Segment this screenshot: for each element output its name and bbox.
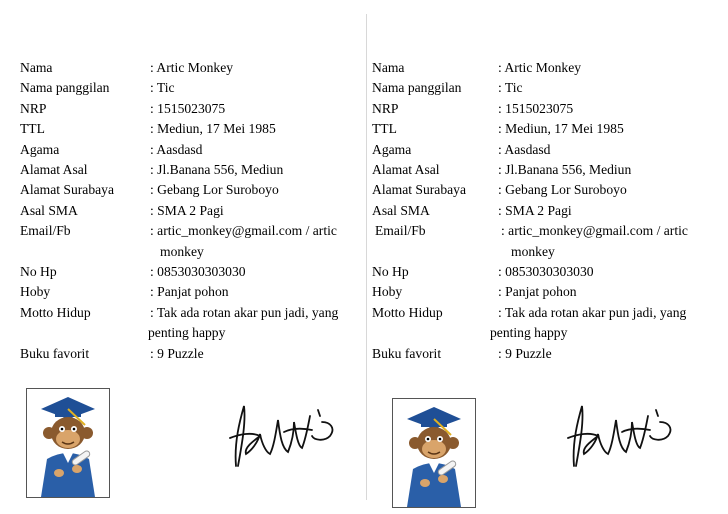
label-alamat-surabaya: Alamat Surabaya [372,182,466,198]
field-asal-sma [20,201,370,221]
field-agama [372,140,722,160]
field-nama [372,58,722,78]
field-hoby [20,282,370,302]
label-motto: Motto Hidup [372,304,443,320]
value-nrp: : 1515023075 [150,100,226,116]
value-nrp: : 1515023075 [498,100,574,116]
field-alamat-surabaya [372,180,722,200]
biodata-card-right [372,58,722,364]
field-email [20,221,370,262]
field-nrp [20,99,370,119]
field-nohp [20,262,370,282]
label-alamat-asal: Alamat Asal [20,162,88,178]
value-nama: : Artic Monkey [150,60,234,75]
value-hoby: : Panjat pohon [498,284,577,300]
field-nrp [372,99,722,119]
value-email-cont: monkey [511,243,555,259]
value-alamat-asal: : Jl.Banana 556, Mediun [498,162,632,178]
value-panggilan: : Tic [150,80,175,96]
label-buku: Buku favorit [372,345,442,361]
field-ttl [372,119,722,139]
label-agama: Agama [372,141,412,157]
label-buku: Buku favorit [20,345,90,361]
label-nohp: No Hp [372,264,409,280]
signature-left [222,392,350,476]
value-panggilan: : Tic [498,80,523,96]
label-motto: Motto Hidup [20,304,91,320]
value-motto: : Tak ada rotan akar pun jadi, yang [150,304,339,320]
field-alamat-asal [372,160,722,180]
field-hoby [372,282,722,302]
value-alamat-surabaya: : Gebang Lor Suroboyo [498,182,627,198]
value-nohp: : 0853030303030 [498,264,594,280]
value-buku: : 9 Puzzle [498,345,552,361]
value-ttl: : Mediun, 17 Mei 1985 [498,121,624,137]
value-email: : artic_monkey@gmail.com / artic [501,223,688,239]
value-nohp: : 0853030303030 [150,264,246,280]
label-nohp: No Hp [20,264,57,280]
field-motto [372,303,722,344]
label-alamat-asal: Alamat Asal [372,162,440,178]
label-panggilan: Nama panggilan [372,80,462,96]
label-nrp: NRP [372,100,399,116]
label-email: Email/Fb [375,223,426,239]
value-nama: : Artic Monkey [498,60,582,75]
field-buku [372,344,722,364]
graduate-monkey-icon [393,399,475,507]
profile-photo-left [26,388,110,498]
value-hoby: : Panjat pohon [150,284,229,300]
label-email: Email/Fb [20,223,71,239]
field-asal-sma [372,201,722,221]
label-asal-sma: Asal SMA [20,202,78,218]
value-motto-cont: penting happy [490,325,568,341]
value-agama: : Aasdasd [150,141,203,157]
field-ttl [20,119,370,139]
label-asal-sma: Asal SMA [372,202,430,218]
value-asal-sma: : SMA 2 Pagi [498,202,572,218]
field-panggilan [372,78,722,98]
value-motto: : Tak ada rotan akar pun jadi, yang [498,304,687,320]
field-panggilan [20,78,370,98]
field-agama [20,140,370,160]
field-email [372,221,722,262]
label-alamat-surabaya: Alamat Surabaya [20,182,114,198]
field-buku [20,344,370,364]
field-alamat-surabaya [20,180,370,200]
biodata-card-left [20,58,370,364]
label-ttl: TTL [20,121,45,137]
field-nohp [372,262,722,282]
label-hoby: Hoby [20,284,51,300]
label-nrp: NRP [20,100,47,116]
graduate-monkey-icon [27,389,109,497]
value-alamat-asal: : Jl.Banana 556, Mediun [150,162,284,178]
signature-right [560,392,688,476]
label-panggilan: Nama panggilan [20,80,110,96]
label-hoby: Hoby [372,284,403,300]
value-email-cont: monkey [160,243,204,259]
value-ttl: : Mediun, 17 Mei 1985 [150,121,276,137]
field-nama [20,58,370,78]
label-agama: Agama [20,141,60,157]
value-motto-cont: penting happy [148,325,226,341]
label-ttl: TTL [372,121,397,137]
label-nama: Nama [372,60,405,75]
value-buku: : 9 Puzzle [150,345,204,361]
field-motto [20,303,370,344]
value-alamat-surabaya: : Gebang Lor Suroboyo [150,182,279,198]
profile-photo-right [392,398,476,508]
value-asal-sma: : SMA 2 Pagi [150,202,224,218]
value-agama: : Aasdasd [498,141,551,157]
field-alamat-asal [20,160,370,180]
value-email: : artic_monkey@gmail.com / artic [150,223,337,239]
label-nama: Nama [20,60,53,75]
